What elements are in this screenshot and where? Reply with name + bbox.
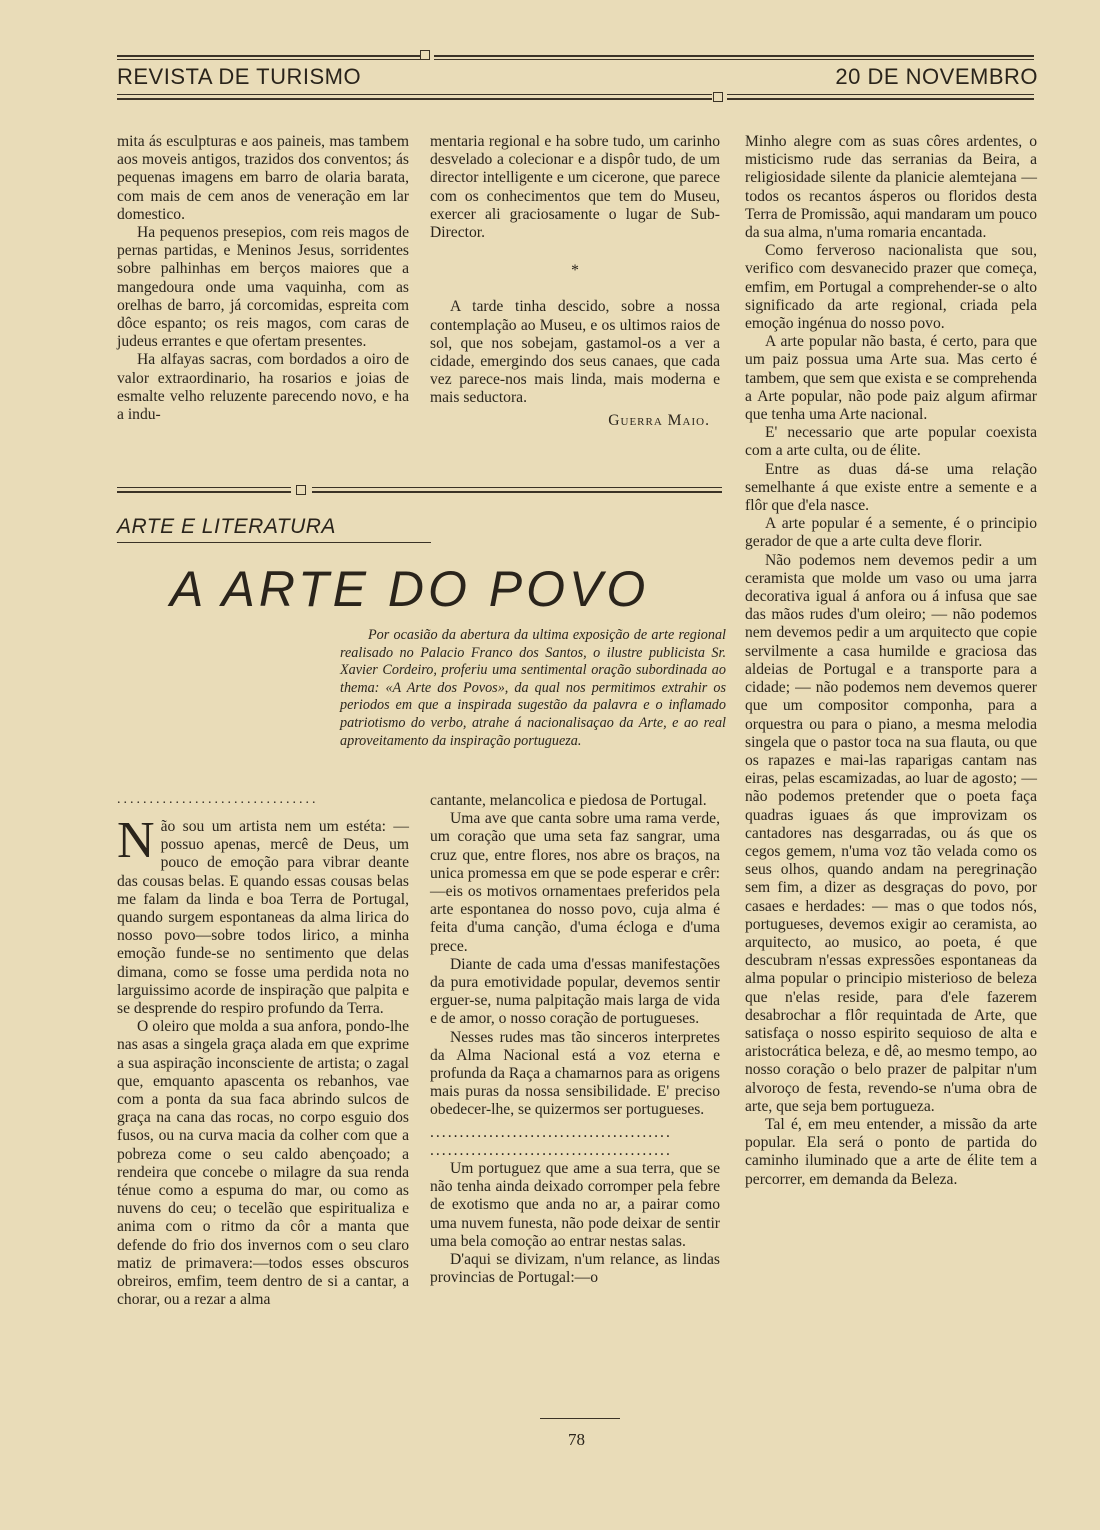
paragraph: Como ferveroso nacionalista que sou, verifico com desvanecido prazer que começa, emfim, em Portugal a comprehender-se o alto significado da arte regional, criada pela emoção ingénua do nosso povo. bbox=[745, 242, 1037, 333]
paragraph: Nesses rudes mas tão sinceros interpretes da Alma Nacional está a voz eterna e profunda da Raça a chamarnos para as origens mais puras da nossa sensibilidade. E' preciso obedecer-lhe, se quizermos ser portugueses. bbox=[430, 1028, 720, 1119]
header-rule-bottom-2 bbox=[117, 98, 712, 100]
paragraph: cantante, melancolica e piedosa de Portugal. bbox=[430, 792, 707, 809]
header-rule-top bbox=[117, 55, 422, 57]
column-1-article bbox=[117, 812, 409, 1309]
article-intro: Por ocasião da abertura da ultima exposição de arte regional realisado no Palacio Franco dos Santos, o ilustre publicista Sr. Xavier Cordeiro, proferiu uma sentimental oração subordinada ao thema: «A Arte dos Povos», da qual nos permitimos extrahir os periodos em que a inspirada sugestão da palavra e o inflamado patriotismo do verbo, atrahe á nacionalisaçao da Arte, e ao real aproveitamento da inspiração portugueza. bbox=[340, 627, 726, 749]
section-rule-right bbox=[312, 487, 722, 488]
paragraph: mentaria regional e ha sobre tudo, um carinho desvelado a colecionar e a dispôr tudo, de um director intelligente e um cicerone, que parece com os conhecimentos que tem do Museu, exercer ali graciosamente o lugar de Sub-Director. bbox=[430, 133, 720, 242]
magazine-name: REVISTA DE TURISMO bbox=[117, 64, 362, 89]
paragraph: Minho alegre com as suas côres ardentes, o misticismo rude das serranias da Beira, a religiosidade silente da planicie alemtejana — todos os recantos ásperos ou floridos desta Terra de Promissão, aqui mandaram um pouco da sua alma, n'uma romaria encantada. bbox=[745, 133, 1037, 242]
paragraph: A tarde tinha descido, sobre a nossa contemplação ao Museu, e os ultimos raios de sol, que nos sobejam, gastamol-os a ver a cidade, emergindo dos seus canaes, que cada vez parece-nos mais linda, mais moderna e mais seductora. bbox=[430, 298, 720, 407]
paragraph: Ha pequenos presepios, com reis magos de pernas partidas, e Meninos Jesus, sorridentes sobre palhinhas em berços maiores que a mangedoura onde uma vaquinha, com as orelhas de barro, já corcomidas, espreita com dôce espanto; os reis magos, com caras de judeus errantes e que ofertam presentes. bbox=[117, 224, 409, 351]
column-3 bbox=[745, 133, 1037, 1189]
header-rule-bottom-right bbox=[727, 94, 1034, 95]
author-signature: Guerra Maio. bbox=[608, 411, 710, 429]
paragraph: Diante de cada uma d'essas manifestações da pura emotividade popular, devemos sentir erguer-se, numa palpitação mais larga de vida e de amor, o nosso coração de portugueses. bbox=[430, 955, 720, 1028]
dotted-separator: ............................... bbox=[117, 792, 319, 807]
issue-date: 20 DE NOVEMBRO bbox=[835, 64, 1038, 89]
column-2-top bbox=[430, 133, 720, 430]
paragraph: Entre as duas dá-se uma relação semelhante á que existe entre a semente e a flôr que d'ela nasce. bbox=[745, 460, 1037, 515]
paragraph: Não podemos nem devemos pedir a um ceramista que molde um vaso ou uma jarra decorativa igual á anfora ou á infusa que sae das mãos rudes d'um oleiro; — não podemos nem devemos pedir a um arquitecto que copie servilmente a casa humilde e graciosa das aldeias de Portugal e a transporte para a cidade; — não podemos nem devemos querer que um compositor componha, para a orquestra ou para o piano, a mesma melodia singela que o pastor toca na sua flauta, ou que os rapazes e mai-las raparigas cantam nas eiras, pelas escamizadas, ao luar de agosto; — não podemos pretender que o poeta faça quadras iguaes ás que improvizam os cantadores nas desgarradas, ou ás que os cegos gemem, n'uma voz tão velada como os seus olhos, quando andam na peregrinação sem fim, a dizer as desgraças do povo, por casaes e herdades: — mas o que todos nós, portugueses, devemos exigir ao ceramista, ao arquitecto, ao musico, ao poeta, é que descubram n'essas expressões espontaneas da alma popular o principio misterioso de beleza que n'elas reside, para d'ele fazerem desabrochar a flôr requintada de Arte, que satisfaça o nosso espirito sequioso de alta e aristocrática beleza, e dê, ao mesmo tempo, ao nosso coração o belo prazer de palpitar n'um alvoroço de festa, revendo-se n'uma obra de arte, que seja bem portugueza. bbox=[745, 551, 1037, 1115]
section-rule-left-2 bbox=[117, 491, 291, 493]
paragraph: O oleiro que molda a sua anfora, pondo-lhe nas asas a singela graça alada em que exprime a sua aspiração inconsciente de artista; o zagal que, emquanto apascenta os rebanhos, vae com a ponta da sua faca abrindo sulcos de graça na cana das rocas, no corpo esguio dos fusos, ou na curva macia da colher com que a pobreza come o seu caldo abençoado; a rendeira que concebe o milagre da sua renda ténue como a espuma do mar, ou como as nuvens do ceu; o tecelão que espiritualiza e anima com o ritmo da côr a manta que defende do frio dos invernos com o seu claro matiz de primavera:—todos esses obscuros obreiros, emfim, teem dentro de si a cantar, a chorar, ou a rezar a alma bbox=[117, 1018, 409, 1309]
section-rule-left bbox=[117, 487, 291, 488]
paragraph: D'aqui se divizam, n'um relance, as lindas provincias de Portugal:—o bbox=[430, 1251, 720, 1287]
section-title: ARTE E LITERATURA bbox=[117, 515, 336, 538]
paragraph: mita ás esculpturas e aos paineis, mas tambem aos moveis antigos, trazidos dos conventos; ás pequenas imagens em barro de olaria barata, com mais de cem anos de veneração em lar domestico. bbox=[117, 133, 409, 223]
paragraph: A arte popular é a semente, é o principio gerador de que a arte culta deve florir. bbox=[745, 515, 1037, 551]
header-rule-top-right bbox=[434, 55, 1034, 57]
header-rule-bottom bbox=[117, 94, 712, 95]
footer-rule bbox=[540, 1418, 620, 1419]
star-separator: * bbox=[571, 262, 579, 280]
column-1-top bbox=[117, 133, 409, 424]
header-rule-bottom-right-2 bbox=[727, 98, 1034, 100]
ornament-square-2 bbox=[713, 92, 723, 102]
paragraph: Um portuguez que ame a sua terra, que se não tenha ainda deixado corromper pela febre de exotismo que anda no ar, a pairar como uma nuvem funesta, não pode deixar de sentir uma bela comoção ao entrar nestas salas. bbox=[430, 1160, 720, 1250]
paragraph: E' necessario que arte popular coexista com a arte culta, ou de élite. bbox=[745, 424, 1037, 460]
paragraph: Tal é, em meu entender, a missão da arte popular. Ela será o ponto de partida do caminho iluminado que a arte de élite tem a percorrer, em demanda da Beleza. bbox=[745, 1115, 1037, 1188]
ornament-square-3 bbox=[296, 485, 306, 495]
paragraph-text: ão sou um artista nem um estéta: —possuo apenas, mercê de Deus, um pouco de emoção para vibrar deante das cousas belas. E quando essas cousas belas me falam da linda e boa Terra de Portugal, quando surgem espontaneas da alma lirica do nosso povo—sobre todos lirico, a minha emoção funde-se no sentimento que delas dimana, como se fosse uma perdida nota no larguissimo acorde de inspiração que palpita e se desprende do respiro profundo da Terra. bbox=[117, 818, 409, 1018]
drop-cap: N bbox=[117, 812, 155, 869]
paragraph: A arte popular não basta, é certo, para que um paiz possua uma Arte sua. Mas certo é tambem, que sem que exista e se comprehenda a Arte popular, não pode paiz algum afirmar que tenha uma Arte nacional. bbox=[745, 333, 1037, 424]
article-title: A ARTE DO POVO bbox=[170, 561, 650, 617]
dotted-line: ......................................... bbox=[430, 1141, 672, 1159]
dotted-line: ......................................... bbox=[430, 1123, 672, 1141]
column-2-article bbox=[430, 792, 720, 1287]
paragraph: Ha alfayas sacras, com bordados a oiro de valor extraordinario, ha rosarios e joias de esmalte velho reluzente parecendo novo, e ha a indu- bbox=[117, 351, 409, 424]
paragraph bbox=[117, 812, 409, 1018]
header-rule-top-2-right bbox=[434, 59, 1034, 60]
paragraph: Uma ave que canta sobre uma rama verde, um coração que uma seta faz sangrar, uma cruz que, entre flores, nos abre os braços, na unica promessa em que se pode esperar e crêr: —eis os motivos ornamentaes preferidos pela arte espontanea do nosso povo, cuja alma é feita d'uma canção, d'uma écloga e d'uma prece. bbox=[430, 810, 720, 955]
header-rule-top-2 bbox=[117, 59, 422, 60]
page-number: 78 bbox=[568, 1430, 585, 1449]
section-underline bbox=[117, 542, 431, 543]
section-rule-right-2 bbox=[312, 491, 722, 493]
